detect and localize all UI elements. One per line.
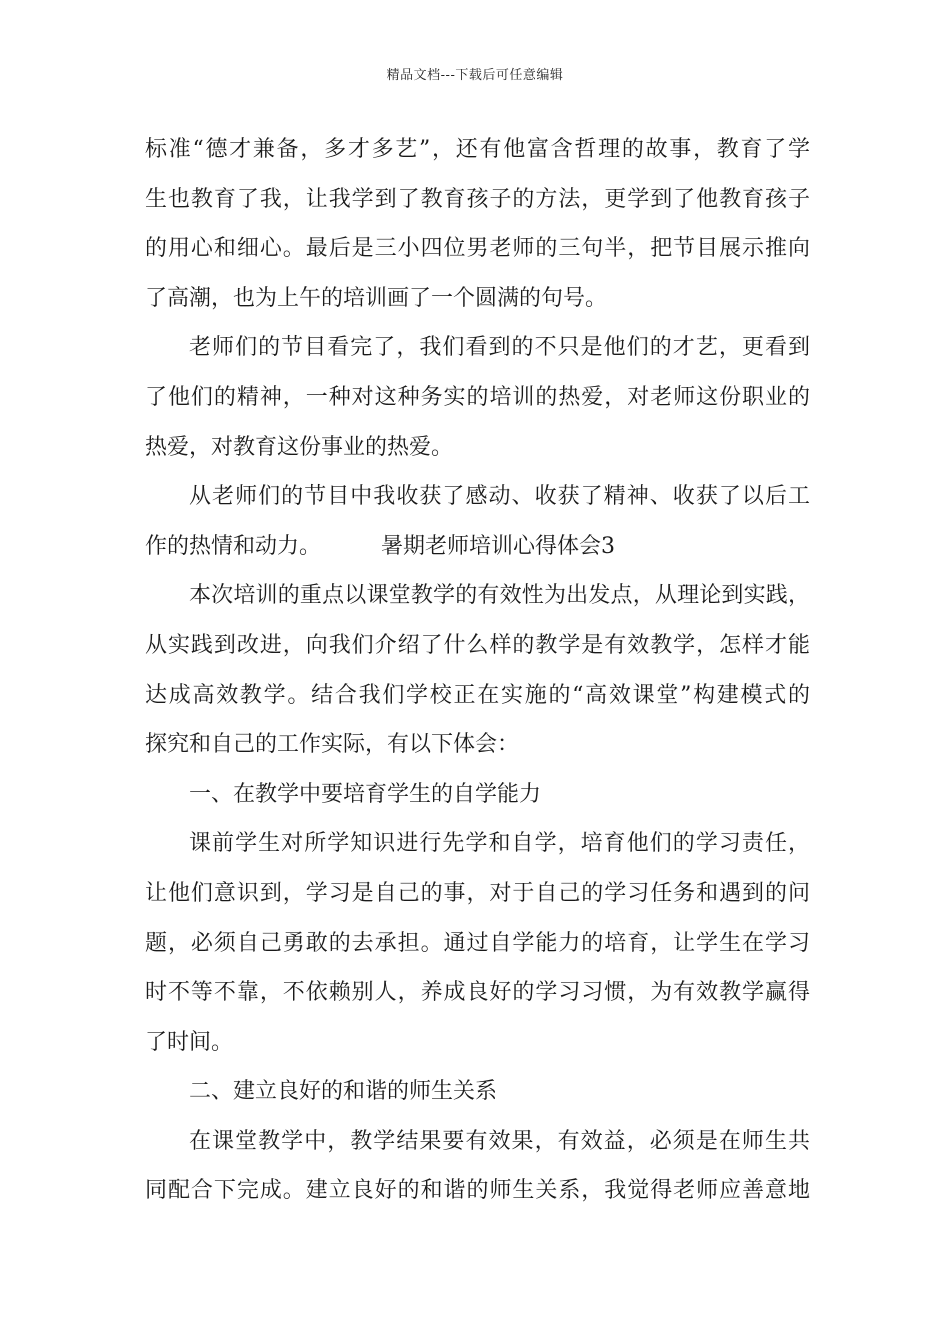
text-line: 本次培训的重点以课堂教学的有效性为出发点，从理论到实践， — [189, 583, 810, 609]
text-line: 标准“德才兼备，多才多艺”，还有他富含哲理的故事，教育了学 — [145, 137, 810, 162]
text-line: 热爱，对教育这份事业的热爱。 — [145, 434, 454, 460]
page-header: 精品文档---下载后可任意编辑 — [386, 68, 564, 83]
text-line: 了高潮，也为上午的培训画了一个圆满的句号。 — [145, 285, 608, 311]
text-line: 同配合下完成。建立良好的和谐的师生关系，我觉得老师应善意地 — [145, 1178, 810, 1204]
document-body — [145, 125, 810, 1216]
text-line: 课前学生对所学知识进行先学和自学，培育他们的学习责任， — [189, 831, 810, 857]
text-line-with-heading — [145, 522, 810, 572]
text-line: 生也教育了我，让我学到了教育孩子的方法，更学到了他教育孩子 — [145, 186, 810, 212]
subheading-2: 二、建立良好的和谐的师生关系 — [189, 1079, 498, 1105]
text-line: 时不等不靠，不依赖别人，养成良好的学习习惯，为有效教学赢得 — [145, 980, 810, 1006]
section-title: 暑期老师培训心得体会3 — [381, 533, 616, 559]
text-line: 的用心和细心。最后是三小四位男老师的三句半，把节目展示推向 — [145, 236, 810, 262]
subheading-1: 一、在教学中要培育学生的自学能力 — [189, 781, 542, 807]
text-line: 了他们的精神，一种对这种务实的培训的热爱，对老师这份职业的 — [145, 384, 810, 410]
text-segment: 作的热情和动力。 — [145, 533, 322, 559]
text-line: 探究和自己的工作实际，有以下体会： — [145, 732, 520, 758]
text-line: 老师们的节目看完了，我们看到的不只是他们的才艺，更看到 — [189, 335, 810, 361]
text-line: 了时间。 — [145, 1029, 234, 1055]
text-line: 从老师们的节目中我收获了感动、收获了精神、收获了以后工 — [189, 484, 810, 510]
text-line: 达成高效教学。结合我们学校正在实施的“高效课堂”构建模式的 — [145, 682, 810, 708]
text-line: 在课堂教学中，教学结果要有效果，有效益，必须是在师生共 — [189, 1128, 810, 1154]
text-line: 让他们意识到，学习是自己的事，对于自己的学习任务和遇到的问 — [145, 880, 810, 906]
text-line: 从实践到改进，向我们介绍了什么样的教学是有效教学，怎样才能 — [145, 632, 810, 658]
text-line: 题，必须自己勇敢的去承担。通过自学能力的培育，让学生在学习 — [145, 930, 810, 956]
